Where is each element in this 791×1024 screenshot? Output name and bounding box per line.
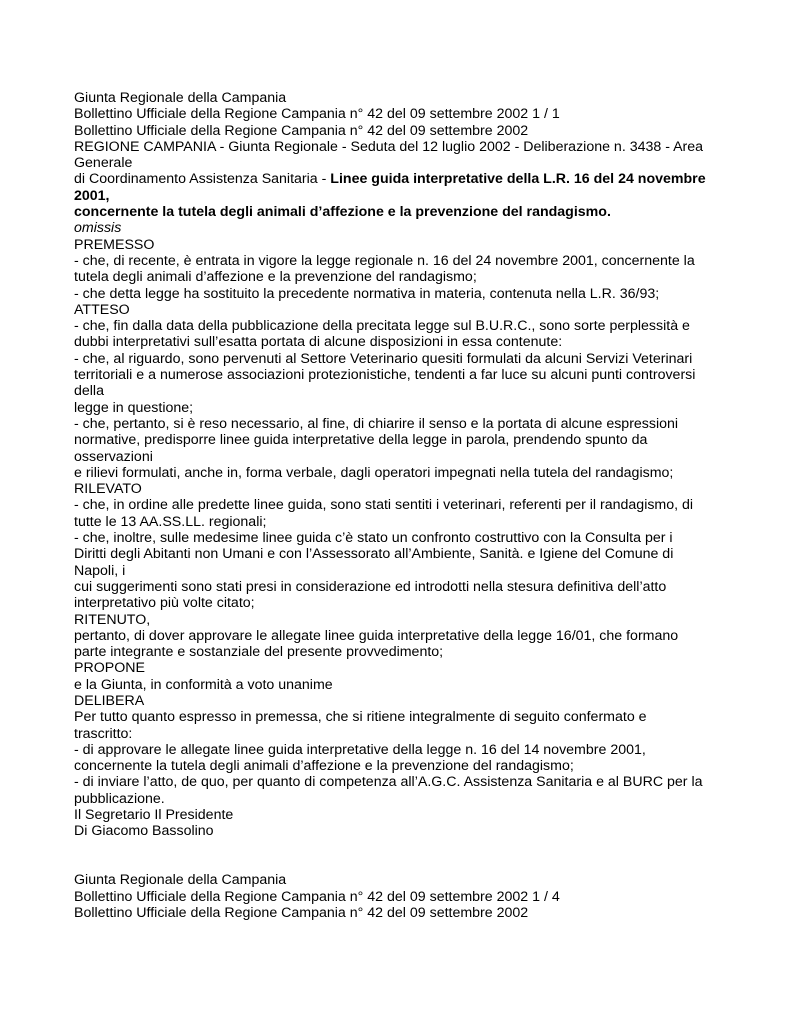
text-run: PROPONE bbox=[74, 660, 145, 677]
text-line bbox=[74, 188, 714, 204]
text-run: pubblicazione. bbox=[74, 790, 165, 807]
bold-title-run: 2001, bbox=[74, 187, 110, 204]
text-line bbox=[74, 758, 714, 774]
text-line bbox=[74, 383, 714, 399]
text-line bbox=[74, 889, 714, 905]
text-line bbox=[74, 595, 714, 611]
text-line bbox=[74, 774, 714, 790]
text-line bbox=[74, 237, 714, 253]
text-run: - che, fin dalla data della pubblicazione della precitata legge sul B.U.R.C., sono sorte perplessità e bbox=[74, 318, 690, 335]
text-line bbox=[74, 416, 714, 432]
text-line bbox=[74, 90, 714, 106]
text-line bbox=[74, 660, 714, 676]
text-line bbox=[74, 139, 714, 155]
text-line bbox=[74, 106, 714, 122]
text-run: della bbox=[74, 383, 104, 400]
text-run: cui suggerimenti sono stati presi in considerazione ed introdotti nella stesura definitiva dell’atto bbox=[74, 578, 667, 595]
text-line bbox=[74, 742, 714, 758]
text-run: Giunta Regionale della Campania bbox=[74, 872, 287, 889]
text-line bbox=[74, 628, 714, 644]
text-run: concernente la tutela degli animali d’affezione e la prevenzione del randagismo; bbox=[74, 758, 574, 775]
text-line bbox=[74, 465, 714, 481]
text-run: Per tutto quanto espresso in premessa, che si ritiene integralmente di seguito confermato e bbox=[74, 709, 647, 726]
text-line bbox=[74, 726, 714, 742]
text-run: Generale bbox=[74, 155, 133, 172]
text-run: trascritto: bbox=[74, 725, 133, 742]
text-run: RITENUTO, bbox=[74, 611, 151, 628]
text-line bbox=[74, 351, 714, 367]
text-line bbox=[74, 823, 714, 839]
text-run: Diritti degli Abitanti non Umani e con l’Assessorato all’Ambiente, Sanità. e Igiene del Comune di bbox=[74, 546, 674, 563]
text-run: parte integrante e sostanziale del presente provvedimento; bbox=[74, 644, 444, 661]
text-run: legge in questione; bbox=[74, 399, 194, 416]
text-run: interpretativo più volte citato; bbox=[74, 595, 255, 612]
document-page bbox=[74, 90, 714, 921]
text-line bbox=[74, 253, 714, 269]
text-line bbox=[74, 481, 714, 497]
text-line bbox=[74, 269, 714, 285]
text-run: - che, di recente, è entrata in vigore la legge regionale n. 16 del 24 novembre 2001, concernente la bbox=[74, 252, 695, 269]
text-run: Di Giacomo Bassolino bbox=[74, 823, 214, 840]
text-run: dubbi interpretativi sull’esatta portata di alcune disposizioni in essa contenute: bbox=[74, 334, 563, 351]
text-run: normative, predisporre linee guida interpretative della legge in parola, prendendo spunto da bbox=[74, 432, 648, 449]
text-line bbox=[74, 905, 714, 921]
text-run: RILEVATO bbox=[74, 481, 142, 498]
text-run: Napoli, i bbox=[74, 562, 126, 579]
italic-run: omissis bbox=[74, 220, 122, 237]
text-line bbox=[74, 709, 714, 725]
text-run: di Coordinamento Assistenza Sanitaria - bbox=[74, 171, 331, 188]
text-run: Bollettino Ufficiale della Regione Campania n° 42 del 09 settembre 2002 bbox=[74, 904, 529, 921]
text-line bbox=[74, 872, 714, 888]
text-line bbox=[74, 432, 714, 448]
text-run: territoriali e a numerose associazioni protezionistiche, tendenti a far luce su alcuni punti controversi bbox=[74, 367, 696, 384]
section-gap bbox=[74, 840, 714, 873]
text-line bbox=[74, 514, 714, 530]
text-run: ATTESO bbox=[74, 301, 130, 318]
text-run: e rilievi formulati, anche in, forma verbale, dagli operatori impegnati nella tutela del randagismo; bbox=[74, 464, 674, 481]
text-line bbox=[74, 171, 714, 187]
text-run: pertanto, di dover approvare le allegate linee guida interpretative della legge 16/01, che formano bbox=[74, 627, 679, 644]
text-run: tutela degli animali d’affezione e la prevenzione del randagismo; bbox=[74, 269, 477, 286]
text-run: Giunta Regionale della Campania bbox=[74, 90, 287, 106]
text-line bbox=[74, 318, 714, 334]
text-line bbox=[74, 612, 714, 628]
text-run: Bollettino Ufficiale della Regione Campania n° 42 del 09 settembre 2002 1 / 4 bbox=[74, 888, 560, 905]
text-run: osservazioni bbox=[74, 448, 153, 465]
text-line bbox=[74, 155, 714, 171]
text-line bbox=[74, 220, 714, 236]
text-run: - che detta legge ha sostituito la precedente normativa in materia, contenuta nella L.R. 36/93; bbox=[74, 285, 660, 302]
text-run: Bollettino Ufficiale della Regione Campania n° 42 del 09 settembre 2002 1 / 1 bbox=[74, 106, 560, 123]
text-run: Bollettino Ufficiale della Regione Campania n° 42 del 09 settembre 2002 bbox=[74, 122, 529, 139]
text-line bbox=[74, 302, 714, 318]
text-run: DELIBERA bbox=[74, 692, 145, 709]
text-line bbox=[74, 530, 714, 546]
text-line bbox=[74, 546, 714, 562]
text-line bbox=[74, 677, 714, 693]
text-run: - che, al riguardo, sono pervenuti al Settore Veterinario quesiti formulati da alcuni Servizi Veterinari bbox=[74, 350, 693, 367]
text-line bbox=[74, 563, 714, 579]
text-line bbox=[74, 497, 714, 513]
text-line bbox=[74, 693, 714, 709]
text-run: - che, in ordine alle predette linee guida, sono stati sentiti i veterinari, referenti per il randagismo, di bbox=[74, 497, 694, 514]
text-run: Il Segretario Il Presidente bbox=[74, 807, 234, 824]
text-line bbox=[74, 334, 714, 350]
text-run: REGIONE CAMPANIA - Giunta Regionale - Seduta del 12 luglio 2002 - Deliberazione n. 3438 - Area bbox=[74, 138, 704, 155]
text-run: e la Giunta, in conformità a voto unanime bbox=[74, 676, 333, 693]
text-line bbox=[74, 807, 714, 823]
text-line bbox=[74, 644, 714, 660]
text-line bbox=[74, 449, 714, 465]
text-line bbox=[74, 791, 714, 807]
text-line bbox=[74, 123, 714, 139]
text-run: - di approvare le allegate linee guida interpretative della legge n. 16 del 14 novembre 2001, bbox=[74, 741, 646, 758]
text-line bbox=[74, 204, 714, 220]
text-line bbox=[74, 367, 714, 383]
text-run: - che, pertanto, si è reso necessario, al fine, di chiarire il senso e la portata di alcune espressioni bbox=[74, 415, 679, 432]
text-line bbox=[74, 286, 714, 302]
text-run: - di inviare l’atto, de quo, per quanto di competenza all’A.G.C. Assistenza Sanitaria e al BURC per la bbox=[74, 774, 703, 791]
text-line bbox=[74, 579, 714, 595]
text-run: PREMESSO bbox=[74, 236, 155, 253]
bold-title-run: Linee guida interpretative della L.R. 16 del 24 novembre bbox=[330, 171, 706, 188]
bold-title-run: concernente la tutela degli animali d’affezione e la prevenzione del randagismo. bbox=[74, 204, 611, 221]
text-run: - che, inoltre, sulle medesime linee guida c’è stato un confronto costruttivo con la Consulta per i bbox=[74, 530, 673, 547]
text-run: tutte le 13 AA.SS.LL. regionali; bbox=[74, 513, 267, 530]
text-line bbox=[74, 400, 714, 416]
